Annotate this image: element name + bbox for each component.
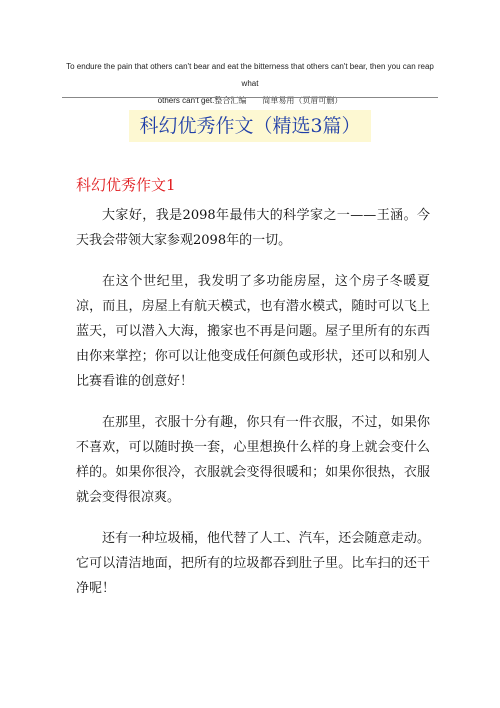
header-line-2: others can't get.整合汇编 简单易用（页眉可删） (157, 96, 343, 105)
paragraph: 大家好，我是2098年最伟大的科学家之一——王涵。今天我会带领大家参观2098年的一切。 (76, 208, 430, 248)
essay-body (76, 203, 430, 617)
header-divider (62, 97, 438, 98)
page-header (60, 58, 440, 109)
paragraph: 还有一种垃圾桶，他代替了人工、汽车，还会随意走动。它可以清洁地面，把所有的垃圾都吞到肚子里。比车扫的还干净呢！ (76, 531, 430, 596)
document-title: 科幻优秀作文（精选3篇） (129, 110, 370, 142)
paragraph: 在那里，衣服十分有趣，你只有一件衣服，不过，如果你不喜欢，可以随时换一套，心里想换什么样的身上就会变什么样的。如果你很冷，衣服就会变得很暖和；如果你很热，衣服就会变得很凉爽。 (76, 415, 430, 505)
paragraph: 在这个世纪里，我发明了多功能房屋，这个房子冬暖夏凉，而且，房屋上有航天模式，也有潜水模式，随时可以飞上蓝天，可以潜入大海，搬家也不再是问题。屋子里所有的东西由你来掌控；你可以让他变成任何颜色或形状，还可以和别人比赛看谁的创意好！ (76, 274, 430, 389)
document-title-wrap (0, 110, 500, 142)
section-title: 科幻优秀作文1 (76, 176, 176, 194)
header-line-1: To endure the pain that others can't bear and eat the bitterness that others can't bear, then you can reap what (66, 62, 434, 88)
